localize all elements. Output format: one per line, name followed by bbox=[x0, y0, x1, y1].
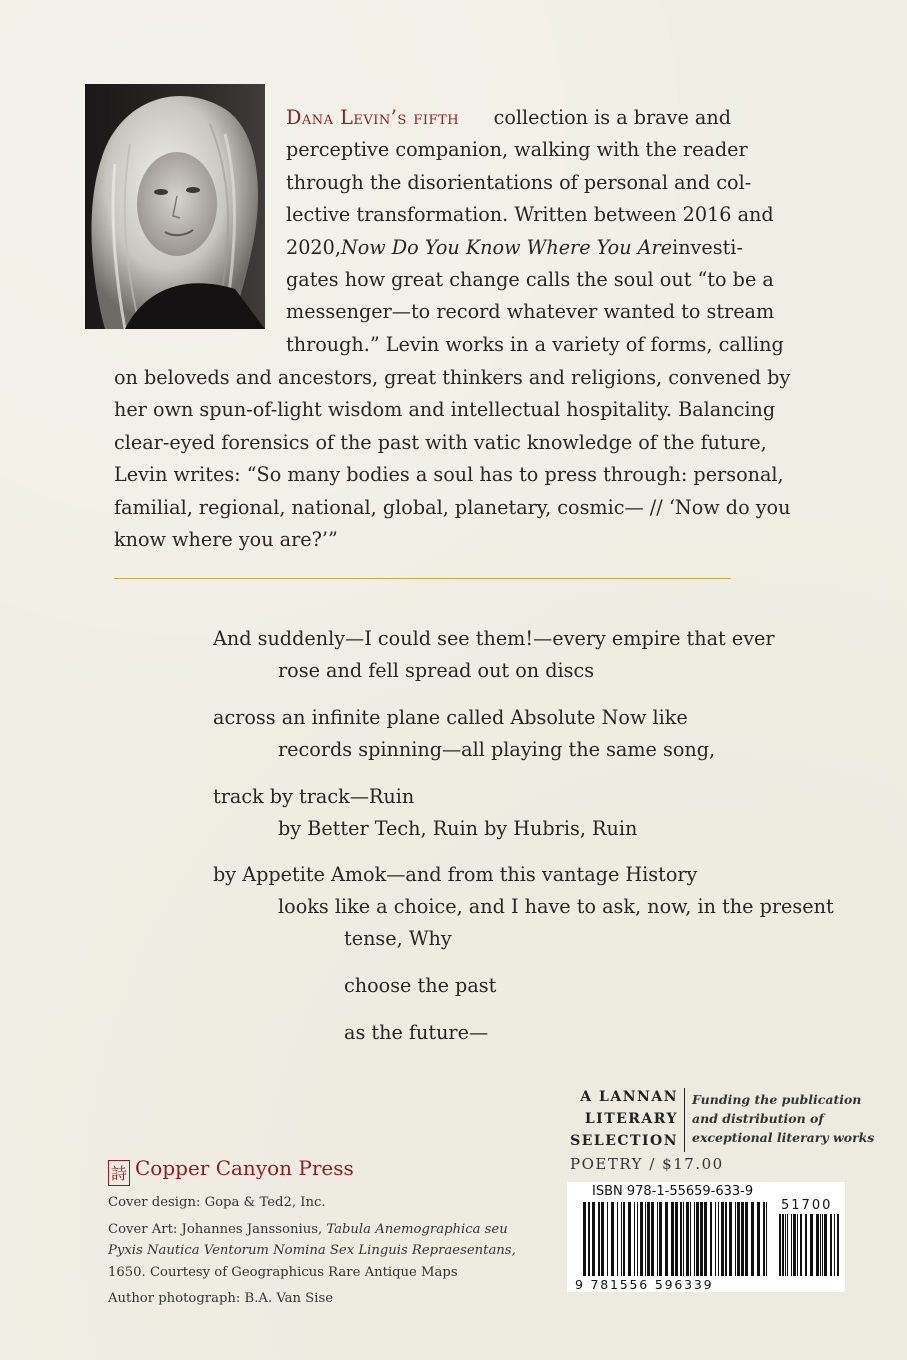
barcode-bar bbox=[800, 1214, 802, 1276]
barcode-bar bbox=[651, 1202, 654, 1276]
cover-art-credit bbox=[108, 1219, 548, 1241]
lannan-selection-mark bbox=[566, 1086, 678, 1152]
barcode-bar bbox=[787, 1214, 788, 1276]
cover-art-prefix: Cover Art: Johannes Janssonius, bbox=[108, 1221, 323, 1237]
barcode-bar bbox=[637, 1202, 638, 1276]
blurb-intro bbox=[286, 102, 784, 361]
barcode-bar bbox=[607, 1202, 608, 1276]
lannan-desc-line: Funding the publication bbox=[692, 1092, 862, 1107]
blurb-text: collection is a brave and bbox=[493, 106, 731, 129]
barcode-bar bbox=[704, 1202, 707, 1276]
blurb-line-8: through.” Levin works in a variety of forms, calling bbox=[286, 332, 784, 356]
poem-line: by Appetite Amok—and from this vantage History bbox=[213, 863, 698, 886]
author-portrait-image bbox=[85, 84, 265, 329]
poem-line: rose and fell spread out on discs bbox=[278, 659, 595, 682]
barcode-bar bbox=[710, 1202, 712, 1276]
barcode-bar bbox=[690, 1202, 691, 1276]
barcode-bar bbox=[721, 1202, 724, 1276]
lannan-line-2: LITERARY bbox=[584, 1111, 678, 1127]
barcode-bar bbox=[588, 1202, 590, 1276]
barcode-bar bbox=[834, 1214, 835, 1276]
cover-art-title-continued: Pyxis Nautica Ventorum Nomina Sex Linguis Repraesentans, bbox=[108, 1243, 516, 1258]
blurb-text: 2020, bbox=[286, 235, 341, 259]
barcode-bar bbox=[816, 1214, 819, 1276]
barcode-bar bbox=[820, 1214, 821, 1276]
poem-line: choose the past bbox=[344, 974, 497, 997]
blurb-line-10: her own spun-of-light wisdom and intellectual hospitality. Balancing bbox=[114, 398, 776, 422]
barcode-bar bbox=[791, 1214, 792, 1276]
poem-line: And suddenly—I could see them!—every empire that ever bbox=[213, 627, 775, 650]
barcode-bar bbox=[601, 1202, 604, 1276]
barcode-bar bbox=[696, 1202, 699, 1276]
barcode-bar bbox=[683, 1202, 684, 1276]
blurb-line-13: familial, regional, national, global, planetary, cosmic— // ‘Now do you bbox=[114, 495, 791, 519]
blurb-line-9: on beloveds and ancestors, great thinkers and religions, convened by bbox=[114, 366, 791, 389]
category-price: POETRY / $17.00 bbox=[570, 1155, 724, 1173]
barcode-bar bbox=[640, 1202, 643, 1276]
section-divider bbox=[114, 578, 731, 579]
barcode-bar bbox=[675, 1202, 678, 1276]
barcode-bar bbox=[785, 1214, 786, 1276]
barcode-bar bbox=[617, 1202, 618, 1276]
barcode-bar bbox=[623, 1202, 625, 1276]
lannan-line-1: A LANNAN bbox=[580, 1089, 678, 1105]
barcode-bar bbox=[797, 1214, 798, 1276]
poem-line: as the future— bbox=[344, 1021, 489, 1044]
author-photo bbox=[85, 84, 265, 329]
author-photo-credit: Author photograph: B.A. Van Sise bbox=[108, 1291, 334, 1306]
barcode-bar bbox=[763, 1202, 765, 1276]
blurb-line-1 bbox=[286, 102, 731, 134]
lannan-desc-line: exceptional literary works bbox=[692, 1130, 875, 1145]
blurb-line-2: perceptive companion, walking with the reader bbox=[286, 138, 748, 162]
blurb-line-5 bbox=[286, 232, 743, 264]
barcode-bar bbox=[737, 1202, 740, 1276]
author-name-lead: Dana Levin’s fifth bbox=[286, 106, 460, 129]
poem-line: tense, Why bbox=[344, 927, 452, 950]
barcode-bar bbox=[793, 1214, 796, 1276]
cover-design-credit: Cover design: Gopa & Ted2, Inc. bbox=[108, 1195, 326, 1210]
barcode-bar bbox=[592, 1202, 595, 1276]
barcode-bar bbox=[645, 1202, 646, 1276]
barcode-bar bbox=[715, 1202, 716, 1276]
barcode-bar bbox=[745, 1202, 748, 1276]
lannan-description bbox=[692, 1090, 874, 1147]
blurb-line-6: gates how great change calls the soul out “to be a bbox=[286, 268, 774, 292]
addon-bars bbox=[779, 1214, 839, 1276]
addon-digits: 51700 bbox=[781, 1198, 833, 1213]
barcode-bar bbox=[766, 1202, 767, 1276]
barcode-bar bbox=[647, 1202, 650, 1276]
barcode-bar bbox=[824, 1214, 827, 1276]
blurb-text: investi- bbox=[672, 235, 743, 259]
press-logo-icon bbox=[108, 1160, 130, 1186]
barcode-bar bbox=[611, 1202, 614, 1276]
barcode-bar bbox=[659, 1202, 662, 1276]
barcode-bar bbox=[751, 1202, 754, 1276]
barcode-bar bbox=[686, 1202, 689, 1276]
lannan-desc-line: and distribution of bbox=[692, 1111, 824, 1126]
barcode-bar bbox=[657, 1202, 658, 1276]
barcode-bar bbox=[782, 1214, 784, 1276]
poem-line: by Better Tech, Ruin by Hubris, Ruin bbox=[278, 817, 638, 840]
credits bbox=[108, 1192, 548, 1310]
barcode-bar bbox=[718, 1202, 719, 1276]
barcode-bar bbox=[628, 1202, 631, 1276]
barcode-bar bbox=[634, 1202, 635, 1276]
blurb-line-3: through the disorientations of personal and col- bbox=[286, 170, 752, 194]
blurb-line-12: Levin writes: “So many bodies a soul has to press through: personal, bbox=[114, 463, 784, 487]
barcode-bar bbox=[779, 1214, 781, 1276]
poem-line: track by track—Ruin bbox=[213, 785, 415, 808]
barcode-bar bbox=[837, 1214, 839, 1276]
cover-art-source: 1650. Courtesy of Geographicus Rare Antique Maps bbox=[108, 1264, 458, 1280]
barcode-bar bbox=[725, 1202, 727, 1276]
barcode-bar bbox=[598, 1202, 600, 1276]
barcode-bar bbox=[680, 1202, 682, 1276]
barcode-bar bbox=[671, 1202, 674, 1276]
barcode-bar bbox=[583, 1202, 586, 1276]
barcode-bar bbox=[621, 1202, 622, 1276]
lannan-line-3: SELECTION bbox=[570, 1133, 678, 1149]
cover-art-title: Tabula Anemographica seu bbox=[326, 1221, 508, 1237]
barcode-bar bbox=[735, 1202, 736, 1276]
blurb-line-4: lective transformation. Written between 2016 and bbox=[286, 203, 774, 227]
barcode-bar bbox=[729, 1202, 732, 1276]
book-title: Now Do You Know Where You Are bbox=[340, 235, 673, 259]
barcode-bar bbox=[830, 1214, 832, 1276]
poem-line: across an infinite plane called Absolute Now like bbox=[213, 706, 688, 729]
blurb-line-11: clear-eyed forensics of the past with vatic knowledge of the future, bbox=[114, 430, 767, 454]
publisher-name: Copper Canyon Press bbox=[135, 1156, 354, 1180]
barcode-bar bbox=[694, 1202, 695, 1276]
press-logo-glyph: 詩 bbox=[110, 1164, 128, 1183]
barcode-bar bbox=[757, 1202, 760, 1276]
blurb-continued bbox=[114, 362, 791, 556]
poem-line: looks like a choice, and I have to ask, now, in the present bbox=[278, 895, 834, 918]
ean-digits: 9 781556 596339 bbox=[575, 1277, 714, 1292]
blurb-line-14: know where you are?’” bbox=[114, 528, 338, 552]
barcode-bar bbox=[741, 1202, 744, 1276]
blurb-line-7: messenger—to record whatever wanted to stream bbox=[286, 300, 775, 324]
lannan-divider bbox=[684, 1088, 685, 1152]
barcode-bar bbox=[805, 1214, 807, 1276]
barcode-bar bbox=[810, 1214, 813, 1276]
poem-line: records spinning—all playing the same song, bbox=[278, 738, 716, 761]
barcode-bar bbox=[822, 1214, 823, 1276]
ean-bars bbox=[583, 1202, 767, 1276]
barcode-bar bbox=[665, 1202, 668, 1276]
isbn-number: ISBN 978-1-55659-633-9 bbox=[592, 1184, 754, 1199]
barcode-bar bbox=[700, 1202, 703, 1276]
